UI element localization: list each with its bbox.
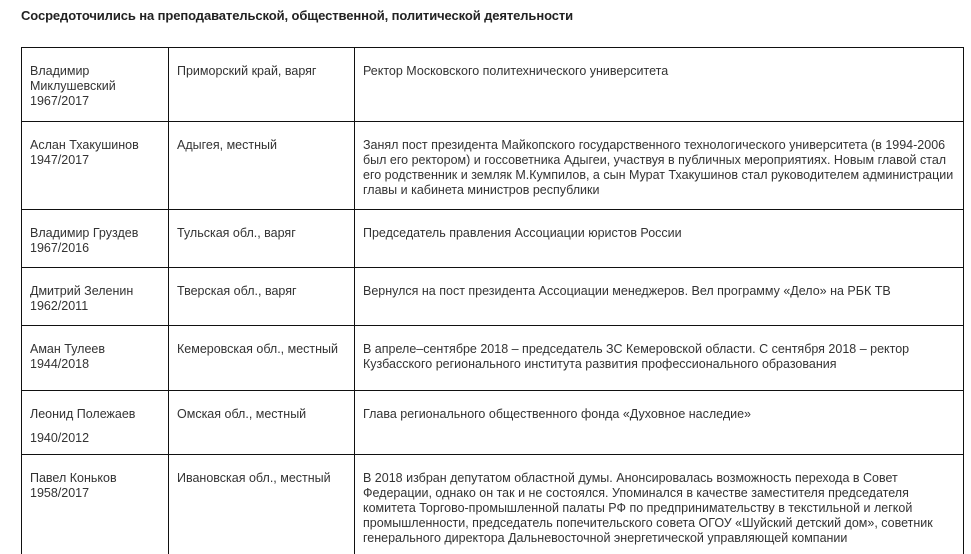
person-name: Владимир Груздев	[30, 226, 139, 240]
person-name: Дмитрий Зеленин	[30, 284, 134, 298]
governors-table	[21, 47, 964, 554]
activity-cell: Занял пост президента Майкопского государственного технологического университета (в 1994-2006 был его ректором) и госсоветника Адыгеи, участвуя в публичных мероприятиях. Новым главой стал его родственник и земляк М.Кумпилов, а сын Мурат Тхакушинов стал руководителем администрации главы и кабинета министров республики	[355, 122, 964, 210]
table-row	[22, 122, 964, 210]
region-cell: Адыгея, местный	[169, 122, 355, 210]
name-cell	[22, 210, 169, 268]
name-cell	[22, 48, 169, 122]
region-cell: Приморский край, варяг	[169, 48, 355, 122]
person-years: 1962/2011	[30, 299, 89, 313]
person-name: Аман Тулеев	[30, 342, 106, 356]
activity-cell: Вернулся на пост президента Ассоциации менеджеров. Вел программу «Дело» на РБК ТВ	[355, 268, 964, 326]
name-cell	[22, 122, 169, 210]
activity-cell: В 2018 избран депутатом областной думы. Анонсировалась возможность перехода в Совет Федерации, однако он так и не состоялся. Упоминался в качестве заместителя председателя комитета Торгово-промышленной палаты РФ по предпринимательству в текстильной и легкой промышленности, председатель попечительского совета ОГОУ «Шуйский детский дом», советник генерального директора Дальневосточной энергетической управляющей компании	[355, 455, 964, 554]
section-heading: Сосредоточились на преподавательской, общественной, политической деятельности	[21, 8, 574, 23]
region-cell: Ивановская обл., местный	[169, 455, 355, 554]
table-row	[22, 326, 964, 391]
person-years: 1947/2017	[30, 153, 90, 167]
name-cell	[22, 391, 169, 455]
person-name: Павел Коньков	[30, 471, 117, 485]
region-cell: Тверская обл., варяг	[169, 268, 355, 326]
table-row	[22, 210, 964, 268]
activity-cell: В апреле–сентябре 2018 – председатель ЗС Кемеровской области. С сентября 2018 – ректор Кузбасского регионального института развития профессионального образования	[355, 326, 964, 391]
name-cell	[22, 326, 169, 391]
table-row	[22, 455, 964, 554]
table-row	[22, 48, 964, 122]
table-row	[22, 391, 964, 455]
table-row	[22, 268, 964, 326]
name-cell	[22, 455, 169, 554]
activity-cell: Ректор Московского политехнического университета	[355, 48, 964, 122]
person-name: Аслан Тхакушинов	[30, 138, 139, 152]
region-cell: Кемеровская обл., местный	[169, 326, 355, 391]
person-name: Леонид Полежаев	[30, 407, 136, 421]
region-cell: Тульская обл., варяг	[169, 210, 355, 268]
person-years: 1940/2012	[30, 431, 90, 445]
person-years: 1944/2018	[30, 357, 90, 371]
person-years: 1958/2017	[30, 486, 90, 500]
activity-cell: Председатель правления Ассоциации юристов России	[355, 210, 964, 268]
person-years: 1967/2017	[30, 94, 90, 108]
person-name: Владимир Миклушевский	[30, 64, 116, 93]
activity-cell: Глава регионального общественного фонда «Духовное наследие»	[355, 391, 964, 455]
person-years: 1967/2016	[30, 241, 90, 255]
name-cell	[22, 268, 169, 326]
region-cell: Омская обл., местный	[169, 391, 355, 455]
